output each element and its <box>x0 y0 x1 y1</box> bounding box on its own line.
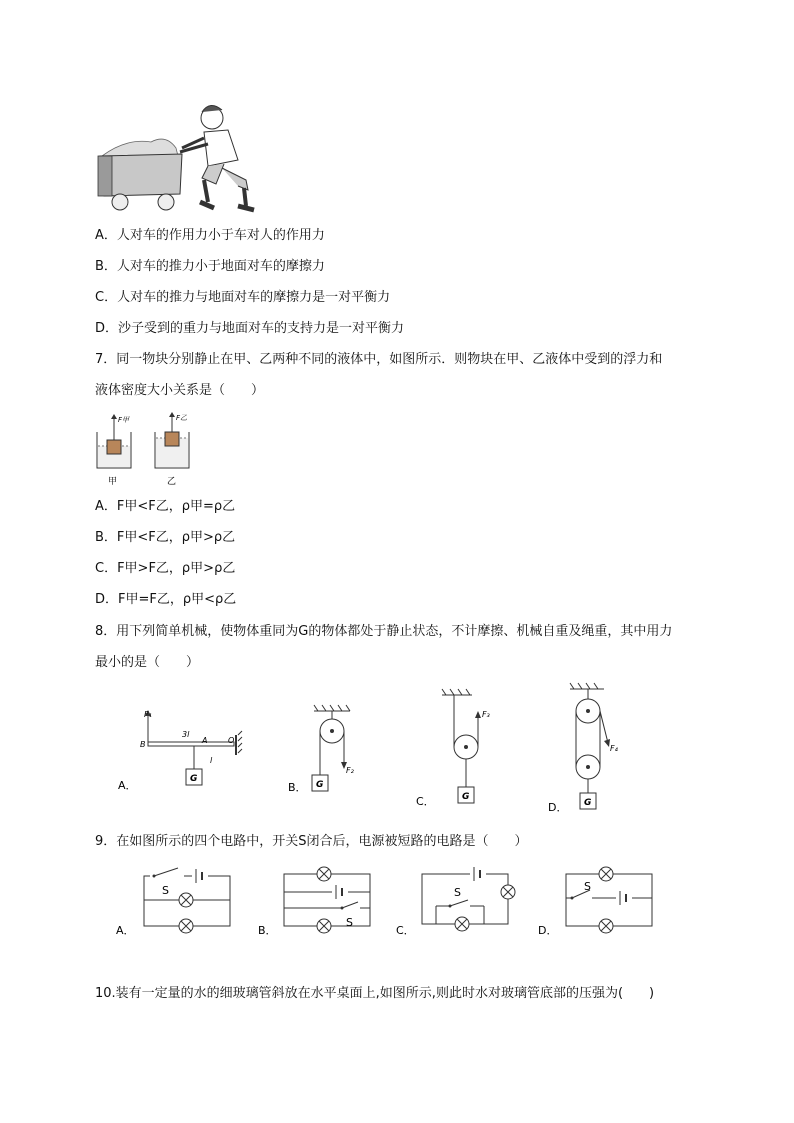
q8-movable-pulley-diagram <box>416 689 490 808</box>
q8-3l-label: 3l <box>182 730 190 739</box>
q6-option-d: D．沙子受到的重力与地面对车的支持力是一对平衡力 <box>95 321 405 336</box>
q8-f4-label: F₄ <box>610 744 618 753</box>
q9-label-d: D． <box>538 924 558 937</box>
q6-option-b: B．人对车的推力小于地面对车的摩擦力 <box>95 259 325 274</box>
q8-f1-label: F₁ <box>144 710 152 719</box>
q8-lever-diagram <box>118 710 242 792</box>
q9-d-switch-label: S <box>584 880 591 893</box>
q7-option-d: D．F甲=F乙，ρ甲<ρ乙 <box>95 592 237 607</box>
q8-b-g-label: G <box>316 780 324 790</box>
q8-d-g-label: G <box>584 798 592 808</box>
q7-beaker-a-label: 甲 <box>108 477 118 487</box>
q8-machines-figure <box>110 685 618 815</box>
q9-circuit-c <box>396 866 515 937</box>
q8-label-c: C． <box>416 795 435 808</box>
q7-force-b-label: F乙 <box>176 414 188 422</box>
q9-c-switch-label: S <box>454 886 461 899</box>
q7-beaker-b-label: 乙 <box>167 477 177 487</box>
q7-force-a-label: F甲 <box>118 416 130 424</box>
q9-circuit-d <box>538 867 652 937</box>
q8-f3-label: F₃ <box>482 710 490 719</box>
boy-pushing-cart-figure <box>96 98 266 216</box>
q9-b-switch-label: S <box>346 916 353 929</box>
q8-c-g-label: G <box>462 792 470 802</box>
q8-a-g-label: G <box>190 774 198 784</box>
q8-text-line1: 8．用下列简单机械，使物体重同为G的物体都处于静止状态，不计摩擦、机械自重及绳重，其中用力 <box>95 624 673 639</box>
q7-beakers-figure <box>95 410 205 490</box>
q7-text-line2: 液体密度大小关系是（ ） <box>95 383 265 398</box>
q9-a-switch-label: S <box>162 884 169 897</box>
q7-text-line1: 7．同一物块分别静止在甲、乙两种不同的液体中，如图所示．则物块在甲、乙液体中受到的浮力和 <box>95 352 663 367</box>
q8-f2-label: F₂ <box>346 766 354 775</box>
q8-o-point: O <box>228 736 235 745</box>
q8-label-d: D． <box>548 801 568 814</box>
q9-label-c: C． <box>396 924 415 937</box>
q7-option-c: C．F甲>F乙，ρ甲>ρ乙 <box>95 561 236 576</box>
q9-label-a: A． <box>116 924 135 937</box>
q10-text-line1: 10.装有一定量的水的细玻璃管斜放在水平桌面上,如图所示,则此时水对玻璃管底部的压强为( ) <box>95 986 655 1001</box>
q7-option-a: A．F甲<F乙，ρ甲=ρ乙 <box>95 499 236 514</box>
q8-label-b: B． <box>288 781 307 794</box>
q9-circuit-b <box>258 867 370 937</box>
q9-label-b: B． <box>258 924 277 937</box>
q8-l-label: l <box>210 756 213 765</box>
q8-text-line2: 最小的是（ ） <box>95 655 200 670</box>
q8-pulley-block-diagram <box>548 683 619 814</box>
q9-circuit-a <box>116 868 230 937</box>
q6-option-a: A．人对车的作用力小于车对人的作用力 <box>95 228 325 243</box>
q8-a-point: A <box>202 736 208 745</box>
q8-fixed-pulley-diagram <box>288 705 355 794</box>
q8-label-a: A． <box>118 779 137 792</box>
q6-option-c: C．人对车的推力与地面对车的摩擦力是一对平衡力 <box>95 290 391 305</box>
q7-option-b: B．F甲<F乙，ρ甲>ρ乙 <box>95 530 236 545</box>
q9-circuits-figure <box>110 862 660 942</box>
q9-text-line1: 9．在如图所示的四个电路中，开关S闭合后，电源被短路的电路是（ ） <box>95 834 528 849</box>
q8-b-point: B <box>140 740 146 749</box>
